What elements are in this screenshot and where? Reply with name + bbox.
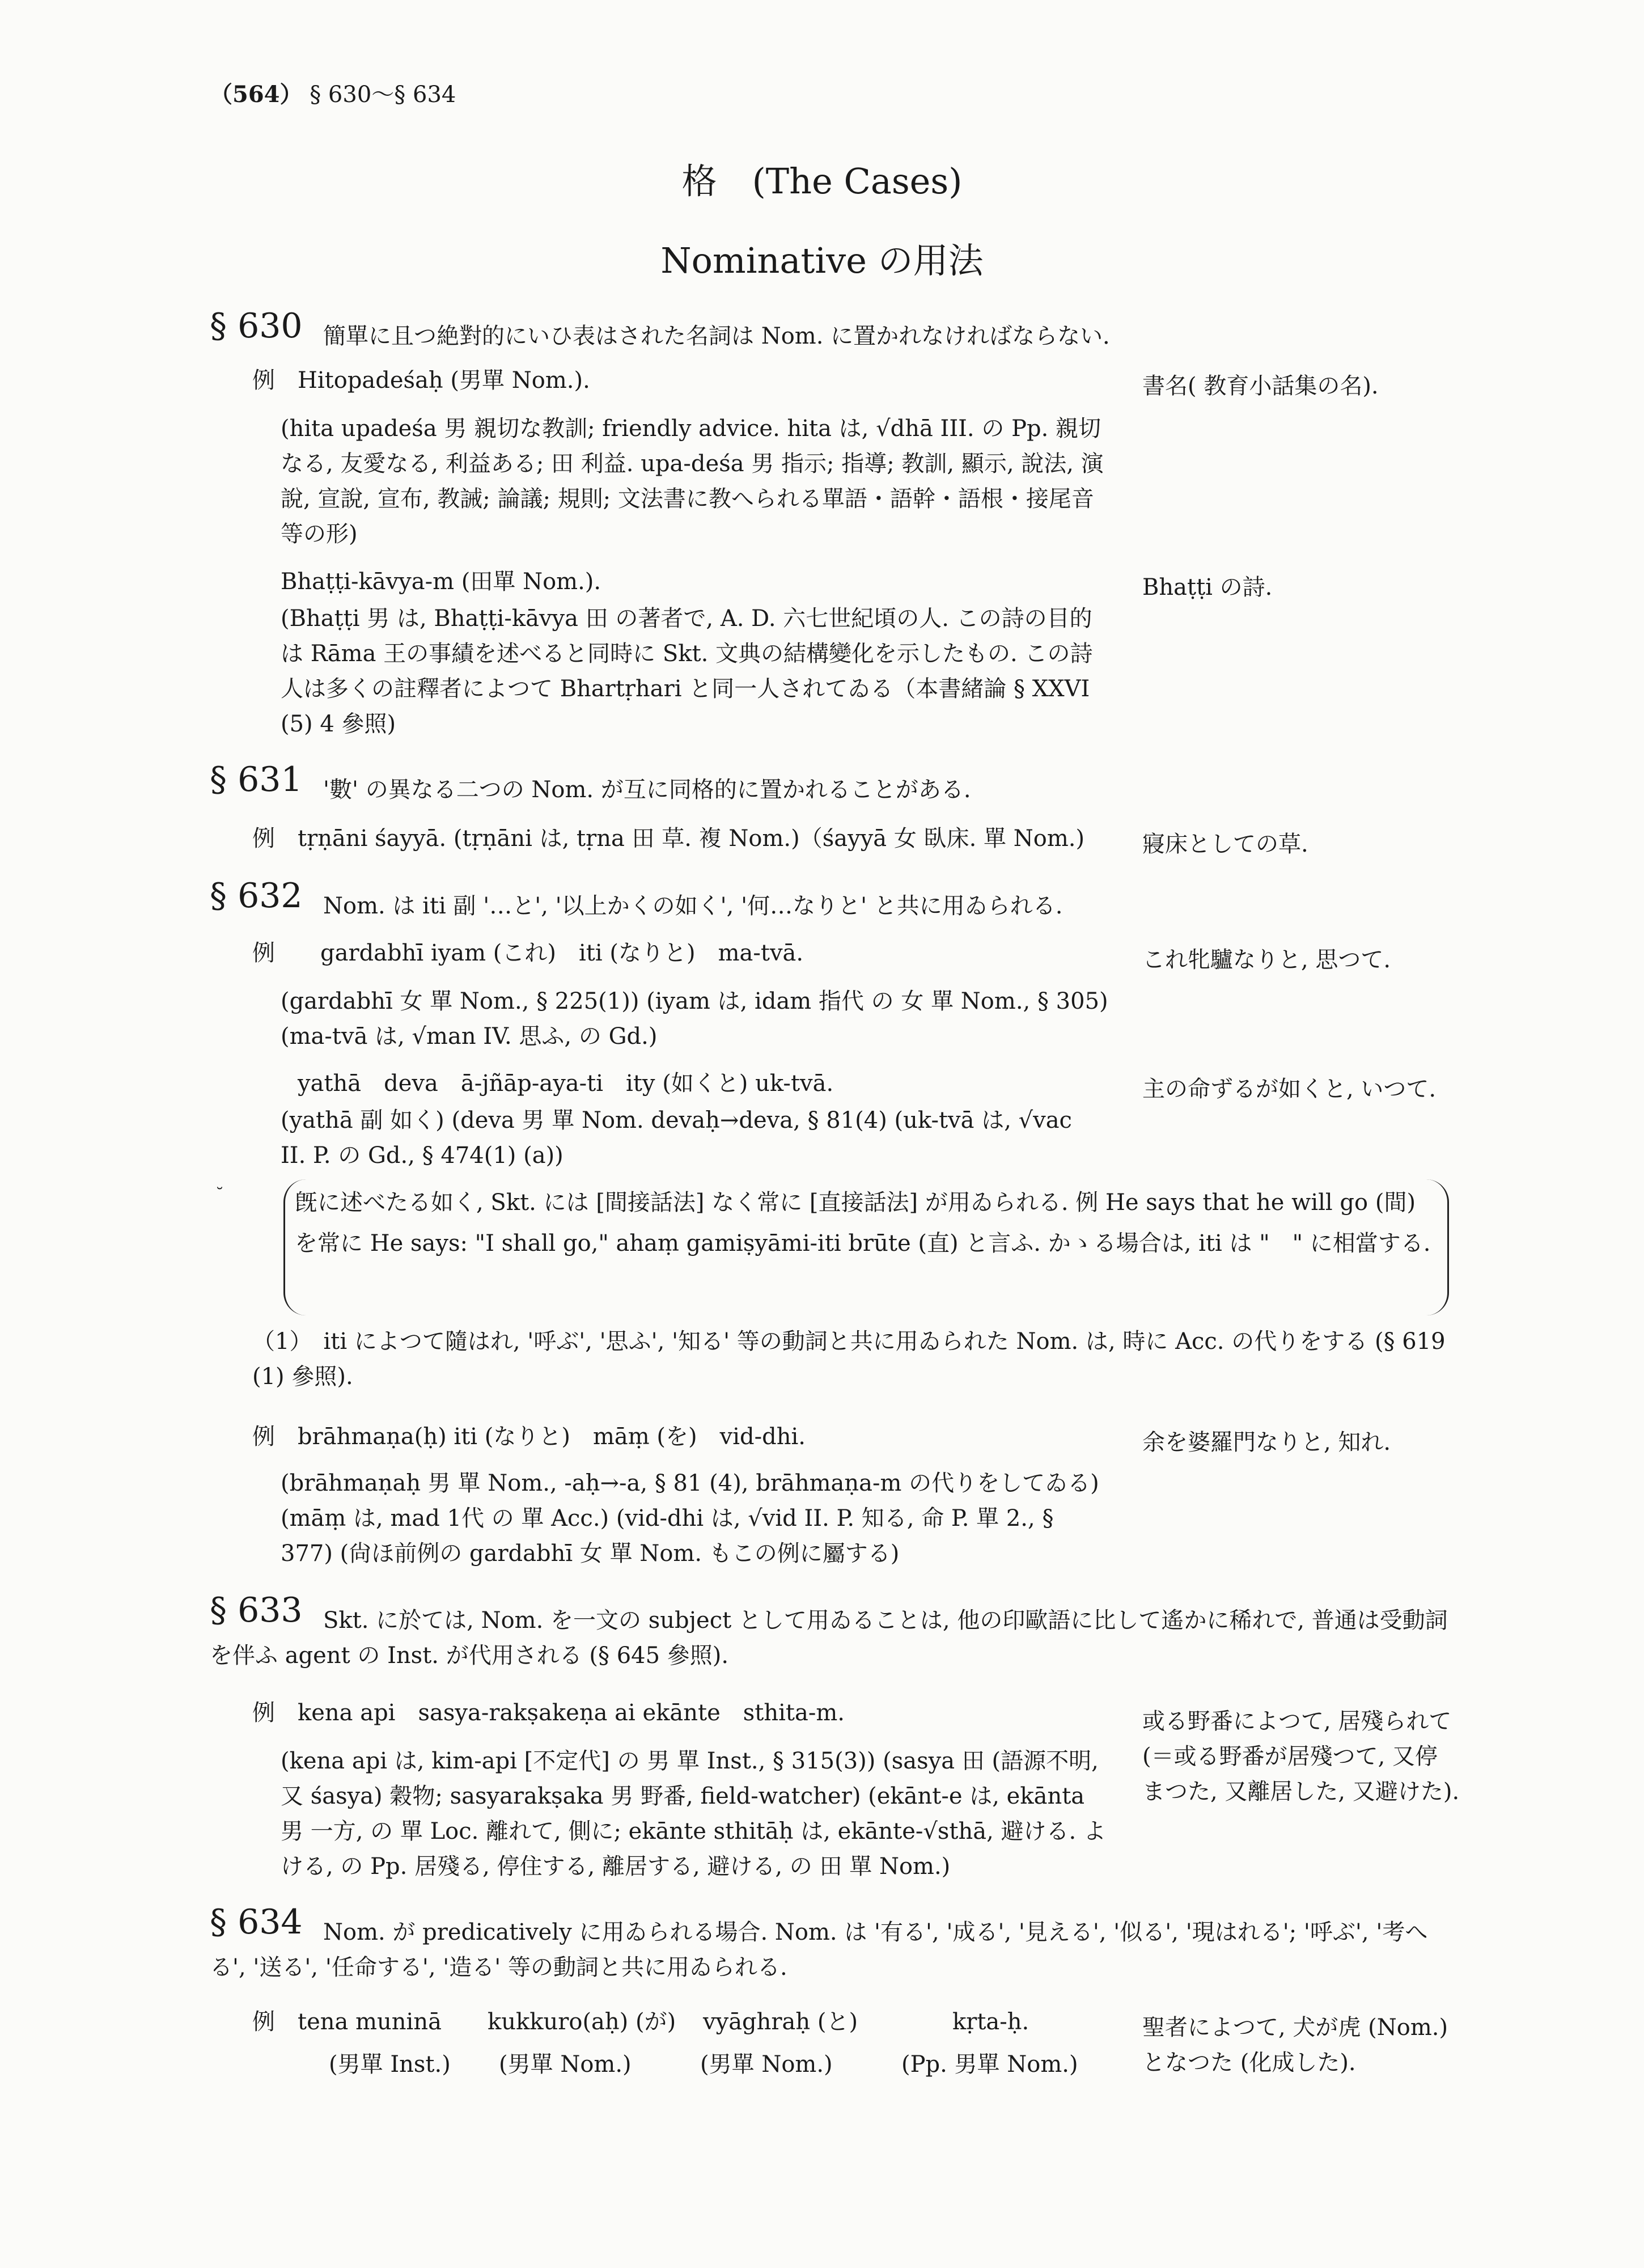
section-631-number: § 631 [210,760,303,799]
section-630-number: § 630 [210,306,303,346]
section-632-example-2-gloss: 主の命ずるが如くと, いつて. [1142,1076,1437,1102]
section-632-paragraph-1: （1） iti によつて隨はれ, '呼ぶ', '思ふ', '知る' 等の動詞と共に用ゐられた Nom. は, 時に Acc. の代りをする (§ 619 (1) 參照). [252,1328,1446,1390]
section-630-note-1: (hita upadeśa 男 親切な教訓; friendly advice. hita は, √dhā III. の Pp. 親切なる, 友愛なる, 利益ある; 田 利益. upa-deśa 男 指示; 指導; 教訓, 顯示, 說法, 演說, 宣說, 宣布, 教誡; 論議; 規則; 文法書に教へられる單語・語幹・語根・接尾音等の形) [281,416,1104,547]
section-632-example-1-gloss: これ牝驢なりと, 思つて. [1142,947,1391,973]
section-634-gloss-4: (Pp. 男單 Nom.) [901,2051,1078,2077]
section-634-example-word-4: kṛta-ḥ. [952,2009,1029,2035]
section-634-gloss-2: (男單 Nom.) [499,2051,632,2077]
section-633-note: (kena api は, kim-api [不定代] の 男 單 Inst., § 315(3)) (sasya 田 (語源不明, 又 śasya) 穀物; sasyarakṣaka 男 野番, field-watcher) (ekānt-e は, ekānta 男 一方, の 單 Loc. 離れて, 側に; ekānte sthitāḥ は, ekānte-√sthā, 避ける. よける, の Pp. 居殘る, 停住する, 離居する, 避ける, の 田 單 Nom.) [281,1748,1106,1880]
section-634-example-word-3: vyāghraḥ (と) [703,2009,858,2035]
section-632-example-1: 例 gardabhī iyam (これ) iti (なりと) ma-tvā. [252,940,804,966]
section-634-gloss-3: (男單 Nom.) [700,2051,833,2077]
section-634-example-word-1: 例 tena muninā [252,2009,442,2035]
indirect-speech-note: 旣に述べたる如く, Skt. には [間接話法] なく常に [直接話法] が用ゐられる. 例 He says that he will go (間) を常に He says: "I shall go," ahaṃ gamiṣyāmi-iti brūte (直) と言ふ. かゝる場合は, iti は " " に相當する. [295,1190,1431,1256]
section-632-note-1b: (ma-tvā は, √man IV. 思ふ, の Gd.) [281,1023,658,1050]
page-subtitle: Nominative の用法 [660,240,984,281]
page-header [210,77,456,109]
section-633-example: 例 kena api sasya-rakṣakeṇa ai ekānte sthita-m. [252,1700,845,1726]
section-631-lead: '數' の異なる二つの Nom. が互に同格的に置かれることがある. [323,777,971,803]
section-634-example-gloss: 聖者によつて, 犬が虎 (Nom.) となつた (化成した). [1142,2015,1448,2076]
section-630-example-2-gloss: Bhaṭṭi の詩. [1142,574,1273,600]
section-630-lead: 簡單に且つ絶對的にいひ表はされた名詞は Nom. に置かれなければならない． [323,323,1126,349]
section-632-note-2a: (yathā 副 如く) (deva 男 單 Nom. devaḥ→deva, § 81(4) (uk-tvā は, √vac [281,1107,1072,1133]
section-630-note-2: (Bhaṭṭi 男 は, Bhaṭṭi-kāvya 田 の著者で, A. D. 六七世紀頃の人. この詩の目的は Rāma 王の事績を述べると同時に Skt. 文典の結構變化を示したもの. この詩人は多くの註釋者によつて Bhartṛhari と同一人されてゐる（本書緒論 § XXVI (5) 4 參照) [281,606,1093,737]
section-630-example-1: 例 Hitopadeśaḥ (男單 Nom.). [252,367,590,393]
section-632-lead: Nom. は iti 副 '…と', '以上かくの如く', '何…なりと' と共に用ゐられる. [323,893,1063,919]
section-632-number: § 632 [210,876,303,916]
section-630-example-2: Bhaṭṭi-kāvya-m (田單 Nom.). [281,569,601,595]
section-632-note-3: (brāhmaṇaḥ 男 單 Nom., -aḥ→-a, § 81 (4), brāhmaṇa-m の代りをしてゐる) (māṃ は, mad 1代 の 單 Acc.) (vid-dhi は, √vid II. P. 知る, 命 P. 單 2., § 377) (尙ほ前例の gardabhī 女 單 Nom. もこの例に屬する) [281,1470,1099,1567]
page-title: 格 (The Cases) [681,160,963,202]
page-number: （564） [210,81,303,108]
section-632-note-2b: II. P. の Gd., § 474(1) (a)) [281,1143,563,1169]
section-range: § 630〜§ 634 [310,82,456,108]
section-633-example-gloss: 或る野番によつて, 居殘られて (＝或る野番が居殘つて, 又停まつた, 又離居した, 又避けた). [1142,1708,1460,1805]
section-634-lead: Nom. が predicatively に用ゐられる場合. Nom. は '有る', '成る', '見える', '似る', '現はれる'; '呼ぶ', '考へる', '送る', '任命する', '造る' 等の動詞と共に用ゐられる. [210,1919,1428,1981]
section-632-example-2: yathā deva ā-jñāp-aya-ti ity (如くと) uk-tvā. [298,1070,834,1097]
section-632-example-3: 例 brāhmaṇa(ḥ) iti (なりと) māṃ (を) vid-dhi. [252,1424,806,1450]
section-630-example-1-gloss: 書名( 教育小話集の名). [1142,373,1379,399]
section-631-example: 例 tṛṇāni śayyā. (tṛṇāni は, tṛna 田 草. 複 Nom.)（śayyā 女 臥床. 單 Nom.) [252,826,1085,852]
section-634-example-word-2: kukkuro(aḥ) (が) [488,2009,676,2035]
section-633-number: § 633 [210,1590,303,1630]
section-632-example-3-gloss: 余を婆羅門なりと, 知れ. [1142,1429,1391,1455]
section-633-lead: Skt. に於ては, Nom. を一文の subject として用ゐることは, 他の印歐語に比して遙かに稀れで, 普通は受動詞を伴ふ agent の Inst. が代用される (§ 645 參照). [210,1607,1448,1669]
section-631-example-gloss: 寢床としての草. [1142,831,1308,857]
section-634-gloss-1: (男單 Inst.) [329,2051,451,2077]
margin-mark: ˘ [215,1185,224,1205]
section-634-number: § 634 [210,1902,303,1942]
section-632-note-1a: (gardabhī 女 單 Nom., § 225(1)) (iyam は, idam 指代 の 女 單 Nom., § 305) [281,988,1108,1014]
